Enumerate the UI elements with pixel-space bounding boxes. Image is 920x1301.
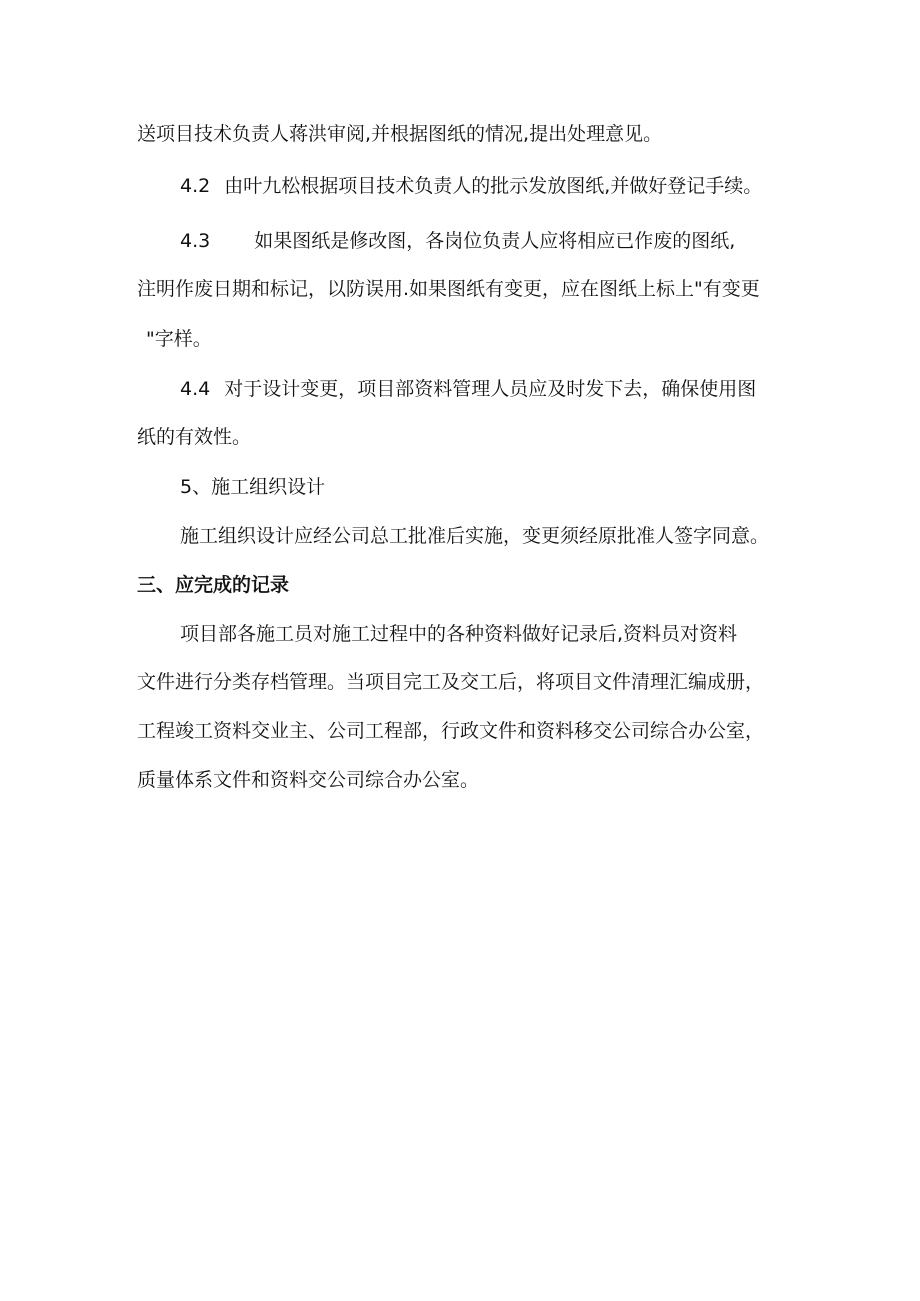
paragraph-line [137, 276, 760, 302]
paragraph-line [137, 767, 479, 793]
section-4-2 [180, 173, 762, 199]
section-text: 对于设计变更，项目部资料管理人员应及时发下去，确保使用图 [224, 378, 757, 400]
section-title: 5、施工组织设计 [180, 476, 326, 498]
text: 施工组织设计应经公司总工批准后实施，变更须经原批准人签字同意。 [180, 525, 770, 547]
paragraph-line [137, 718, 764, 744]
section-heading [137, 572, 289, 598]
heading-text: 三、应完成的记录 [137, 574, 290, 596]
text: 质量体系文件和资料交公司综合办公室。 [137, 769, 480, 791]
paragraph-line [137, 669, 764, 695]
section-number: 4.3 [180, 230, 211, 252]
section-4-3 [180, 228, 735, 254]
text: 送项目技术负责人蒋洪审阅,并根据图纸的情况,提出处理意见。 [137, 123, 663, 145]
paragraph-line [137, 424, 251, 450]
section-4-4 [180, 376, 756, 402]
section-text: 如果图纸是修改图，各岗位负责人应将相应已作废的图纸, [254, 230, 736, 252]
paragraph-line [180, 523, 769, 549]
text: 工程竣工资料交业主、公司工程部，行政文件和资料移交公司综合办公室， [137, 720, 765, 742]
text: 项目部各施工员对施工过程中的各种资料做好记录后,资料员对资料 [180, 623, 738, 645]
text: 纸的有效性。 [137, 426, 252, 448]
paragraph-line [146, 326, 212, 352]
section-5-title [180, 474, 325, 500]
paragraph-line [137, 121, 662, 147]
text: "字样。 [146, 328, 212, 350]
section-number: 4.2 [180, 175, 211, 197]
section-text: 由叶九松根据项目技术负责人的批示发放图纸,并做好登记手续。 [224, 175, 763, 197]
section-number: 4.4 [180, 378, 211, 400]
text: 文件进行分类存档管理。当项目完工及交工后，将项目文件清理汇编成册， [137, 671, 765, 693]
paragraph-line [180, 621, 737, 647]
text: 注明作废日期和标记，以防误用.如果图纸有变更，应在图纸上标上"有变更 [137, 278, 760, 300]
